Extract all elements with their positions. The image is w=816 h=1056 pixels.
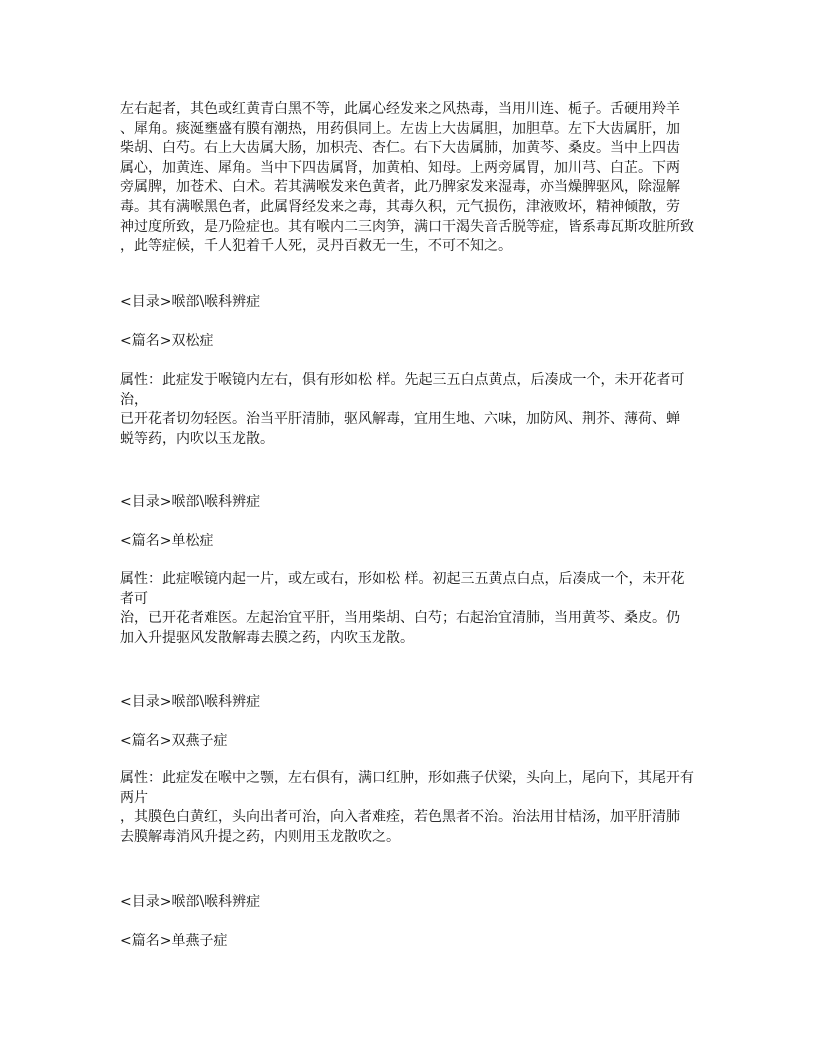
- text-line: 左右起者，其色或红黄青白黑不等，此属心经发来之风热毒，当用川连、栀子。舌硬用羚羊: [120, 101, 680, 117]
- section-title: <篇名>双燕子症: [120, 733, 228, 749]
- section-title: <篇名>单燕子症: [120, 933, 228, 949]
- section-body: [120, 570, 684, 648]
- section-catalog: <目录>喉部\喉科辨症: [120, 494, 261, 510]
- text-line: 治，已开花者难医。左起治宜平肝，当用柴胡、白芍；右起治宜清肺，当用黄芩、桑皮。仍: [120, 610, 680, 627]
- text-line: 属性：此症发在喉中之颚，左右俱有，满口红肿，形如燕子伏梁，头向上，尾向下，其尾开有: [120, 770, 694, 786]
- text-line: 加入升提驱风发散解毒去膜之药，内吹玉龙散。: [120, 629, 414, 646]
- section-body: [120, 769, 694, 847]
- text-line: 治，: [120, 391, 148, 408]
- text-line: 柴胡、白芍。右上大齿属大肠，加枳壳、杏仁。右下大齿属肺，加黄芩、桑皮。当中上四齿: [120, 140, 680, 157]
- section-title: <篇名>双松症: [120, 333, 214, 349]
- text-line: ，此等症候，千人犯着千人死，灵丹百救无一生，不可不知之。: [120, 238, 512, 255]
- text-line: 去膜解毒消风升提之药，内则用玉龙散吹之。: [120, 828, 400, 845]
- text-line: 、犀角。痰涎壅盛有膜有潮热，用药俱同上。左齿上大齿属胆，加胆草。左下大齿属肝，加: [120, 120, 680, 137]
- text-line: 已开花者切勿轻医。治当平肝清肺，驱风解毒，宜用生地、六味，加防风、荆芥、薄荷、蝉: [120, 411, 680, 428]
- text-line: 者可: [120, 590, 148, 607]
- section-body: [120, 371, 684, 449]
- section-catalog: <目录>喉部\喉科辨症: [120, 694, 261, 710]
- text-line: 属性：此症喉镜内起一片，或左或右，形如松 样。初起三五黄点白点，后凑成一个，未开花: [120, 571, 685, 587]
- text-line: 旁属脾，加苍术、白术。若其满喉发来色黄者，此乃脾家发来湿毒，亦当燥脾驱风，除湿解: [120, 179, 680, 196]
- text-line: ，其膜色白黄红，头向出者可治，向入者难痊，若色黑者不治。治法用甘桔汤，加平肝清肺: [120, 809, 680, 826]
- section-title: <篇名>单松症: [120, 533, 214, 549]
- text-line: 属心，加黄连、犀角。当中下四齿属肾，加黄柏、知母。上两旁属胃，加川芎、白芷。下两: [120, 159, 680, 176]
- text-line: 神过度所致，是乃险症也。其有喉内二三肉笋，满口干渴失音舌脱等症，皆系毒瓦斯攻脏所致: [120, 218, 694, 235]
- section-catalog: <目录>喉部\喉科辨症: [120, 294, 261, 310]
- text-line: 属性：此症发于喉镜内左右，俱有形如松 样。先起三五白点黄点，后凑成一个，未开花者可: [120, 372, 685, 388]
- intro-paragraph: [120, 100, 694, 257]
- text-line: 毒。其有满喉黑色者，此属肾经发来之毒，其毒久积，元气损伤，津液败坏，精神倾散，劳: [120, 198, 680, 215]
- text-line: 两片: [120, 789, 148, 806]
- section-catalog: <目录>喉部\喉科辨症: [120, 894, 261, 910]
- text-line: 蜕等药，内吹以玉龙散。: [120, 430, 274, 447]
